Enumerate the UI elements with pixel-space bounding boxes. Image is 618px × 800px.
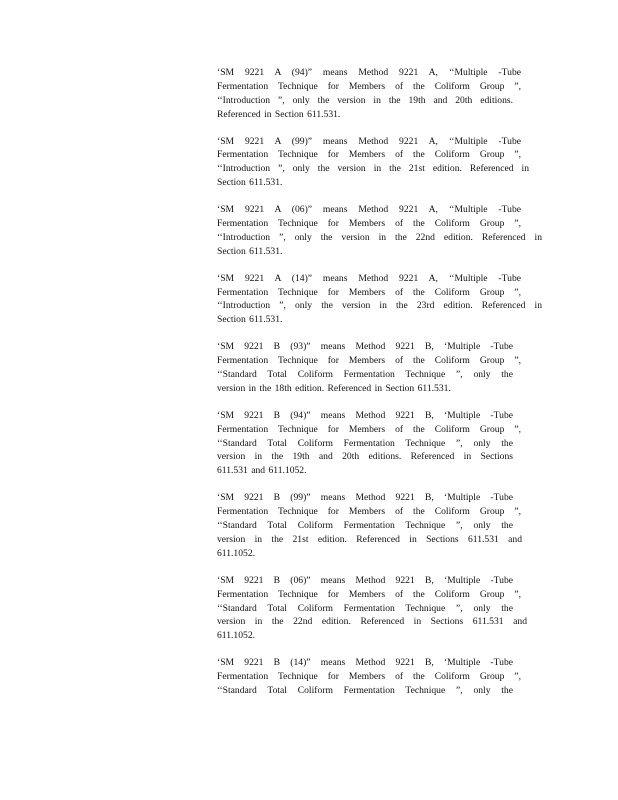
text-line: ‘‘Standard Total Coliform Fermentation Technique ”, only the bbox=[217, 437, 513, 449]
text-line: Fermentation Technique for Members of the Coliform Group ”, bbox=[217, 423, 521, 435]
text-line: 611.531 and 611.1052. bbox=[217, 465, 307, 477]
text-line: 611.1052. bbox=[217, 547, 256, 559]
definition-paragraph bbox=[217, 272, 542, 328]
definition-paragraph bbox=[217, 135, 542, 191]
text-column bbox=[217, 66, 542, 711]
text-line: ‘SM 9221 B (06)” means Method 9221 B, ‘Multiple -Tube bbox=[217, 574, 513, 586]
text-line: Fermentation Technique for Members of the Coliform Group ”, bbox=[217, 149, 521, 161]
definition-paragraph bbox=[217, 409, 542, 478]
definition-paragraph bbox=[217, 574, 542, 643]
text-line: ‘‘Introduction ”, only the version in the 22nd edition. Referenced in bbox=[217, 231, 542, 243]
text-line: ‘SM 9221 B (99)” means Method 9221 B, ‘Multiple -Tube bbox=[217, 492, 513, 504]
text-line: ‘SM 9221 A (94)” means Method 9221 A, ‘‘Multiple -Tube bbox=[217, 67, 521, 78]
text-line: Fermentation Technique for Members of the Coliform Group ”, bbox=[217, 671, 521, 683]
text-line: ‘‘Standard Total Coliform Fermentation Technique ”, only the bbox=[217, 684, 513, 696]
definition-paragraph bbox=[217, 203, 542, 259]
text-line: ‘‘Standard Total Coliform Fermentation Technique ”, only the bbox=[217, 602, 513, 614]
definition-paragraph bbox=[217, 656, 542, 698]
text-line: version in the 18th edition. Referenced in Section 611.531. bbox=[217, 382, 451, 394]
text-line: Fermentation Technique for Members of the Coliform Group ”, bbox=[217, 286, 521, 298]
text-line: version in the 19th and 20th editions. Referenced in Sections bbox=[217, 451, 513, 463]
definition-paragraph bbox=[217, 491, 542, 560]
text-line: 611.1052. bbox=[217, 630, 256, 642]
text-line: version in the 21st edition. Referenced in Sections 611.531 and bbox=[217, 533, 522, 545]
text-line: Fermentation Technique for Members of the Coliform Group ”, bbox=[217, 506, 521, 518]
text-line: ‘‘Standard Total Coliform Fermentation Technique ”, only the bbox=[217, 369, 513, 381]
text-line: ‘‘Introduction ”, only the version in the 19th and 20th editions. bbox=[217, 94, 513, 106]
text-line: ‘SM 9221 A (99)” means Method 9221 A, ‘‘Multiple -Tube bbox=[217, 135, 521, 147]
definition-paragraph bbox=[217, 66, 542, 122]
text-line: ‘SM 9221 B (94)” means Method 9221 B, ‘Multiple -Tube bbox=[217, 409, 513, 421]
text-line: ‘SM 9221 B (14)” means Method 9221 B, ‘Multiple -Tube bbox=[217, 657, 513, 669]
text-line: Fermentation Technique for Members of the Coliform Group ”, bbox=[217, 218, 521, 230]
text-line: ‘SM 9221 A (06)” means Method 9221 A, ‘‘Multiple -Tube bbox=[217, 204, 521, 216]
definition-paragraph bbox=[217, 340, 542, 396]
text-line: ‘‘Introduction ”, only the version in the 21st edition. Referenced in bbox=[217, 163, 529, 175]
text-line: Referenced in Section 611.531. bbox=[217, 108, 341, 120]
text-line: version in the 22nd edition. Referenced in Sections 611.531 and bbox=[217, 616, 527, 628]
text-line: Fermentation Technique for Members of the Coliform Group ”, bbox=[217, 355, 521, 367]
text-line: Section 611.531. bbox=[217, 177, 283, 189]
text-line: ‘‘Introduction ”, only the version in the 23rd edition. Referenced in bbox=[217, 300, 542, 312]
text-line: Section 611.531. bbox=[217, 314, 283, 326]
text-line: ‘‘Standard Total Coliform Fermentation Technique ”, only the bbox=[217, 520, 513, 532]
text-line: ‘SM 9221 A (14)” means Method 9221 A, ‘‘Multiple -Tube bbox=[217, 272, 521, 284]
text-line: Fermentation Technique for Members of the Coliform Group ”, bbox=[217, 80, 521, 92]
text-line: Section 611.531. bbox=[217, 245, 283, 257]
text-line: ‘SM 9221 B (93)” means Method 9221 B, ‘Multiple -Tube bbox=[217, 341, 513, 353]
text-line: Fermentation Technique for Members of the Coliform Group ”, bbox=[217, 588, 521, 600]
